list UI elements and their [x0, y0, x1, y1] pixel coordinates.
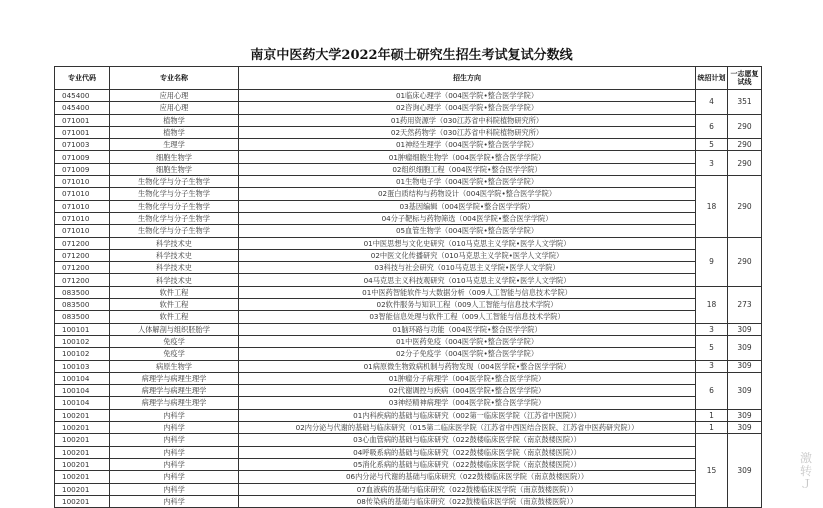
cell-major: 内科学: [110, 422, 239, 434]
cell-plan: 18: [696, 286, 728, 323]
score-table: [54, 66, 762, 508]
cell-code: 083500: [55, 286, 110, 298]
table-row: [55, 139, 762, 151]
cell-plan: 3: [696, 151, 728, 176]
cell-major: 内科学: [110, 434, 239, 446]
cell-direction: 01肿瘤分子病理学（004医学院•整合医学学院）: [239, 372, 696, 384]
cell-code: 071200: [55, 237, 110, 249]
cell-major: 人体解剖与组织胚胎学: [110, 323, 239, 335]
table-row: [55, 163, 762, 175]
table-row: [55, 409, 762, 421]
table-row: [55, 114, 762, 126]
cell-code: 071200: [55, 274, 110, 286]
table-row: [55, 237, 762, 249]
cell-major: 内科学: [110, 458, 239, 470]
cell-major: 病原生物学: [110, 360, 239, 372]
table-row: [55, 274, 762, 286]
cell-major: 免疫学: [110, 335, 239, 347]
cell-major: 应用心理: [110, 90, 239, 102]
table-row: [55, 385, 762, 397]
cell-plan: 1: [696, 409, 728, 421]
cell-code: 100201: [55, 422, 110, 434]
cell-direction: 01神经生理学（004医学院•整合医学学院）: [239, 139, 696, 151]
table-row: [55, 422, 762, 434]
header-score: 一志愿复试线: [728, 67, 762, 90]
cell-direction: 01病原微生物致病机制与药物发现（004医学院•整合医学学院）: [239, 360, 696, 372]
cell-code: 071009: [55, 163, 110, 175]
cell-score: 309: [728, 335, 762, 360]
cell-plan: 4: [696, 90, 728, 115]
cell-code: 100101: [55, 323, 110, 335]
cell-direction: 01中医药智能软件与大数据分析（009人工智能与信息技术学院）: [239, 286, 696, 298]
table-row: [55, 348, 762, 360]
cell-code: 083500: [55, 299, 110, 311]
cell-direction: 01中医药免疫（004医学院•整合医学学院）: [239, 335, 696, 347]
cell-plan: 9: [696, 237, 728, 286]
cell-direction: 05消化系病的基础与临床研究（022鼓楼临床医学院（南京鼓楼医院））: [239, 458, 696, 470]
cell-direction: 01肿瘤细胞生物学（004医学院•整合医学学院）: [239, 151, 696, 163]
cell-score: 309: [728, 409, 762, 421]
table-row: [55, 151, 762, 163]
cell-code: 100201: [55, 446, 110, 458]
table-row: [55, 471, 762, 483]
cell-major: 生物化学与分子生物学: [110, 176, 239, 188]
cell-score: 273: [728, 286, 762, 323]
cell-major: 生物化学与分子生物学: [110, 200, 239, 212]
watermark-line-2: 转Ｊ: [800, 464, 813, 492]
cell-code: 071010: [55, 225, 110, 237]
cell-direction: 03神经精神病理学（004医学院•整合医学学院）: [239, 397, 696, 409]
cell-direction: 06内分泌与代谢的基础与临床研究（022鼓楼临床医学院（南京鼓楼医院））: [239, 471, 696, 483]
cell-direction: 01生物电子学（004医学院•整合医学学院）: [239, 176, 696, 188]
cell-direction: 05血管生物学（004医学院•整合医学学院）: [239, 225, 696, 237]
cell-score: 309: [728, 372, 762, 409]
cell-direction: 01临床心理学（004医学院•整合医学学院）: [239, 90, 696, 102]
cell-code: 100104: [55, 397, 110, 409]
cell-code: 071001: [55, 114, 110, 126]
table-row: [55, 126, 762, 138]
cell-score: 290: [728, 114, 762, 139]
cell-direction: 02组织细胞工程（004医学院•整合医学学院）: [239, 163, 696, 175]
table-row: [55, 434, 762, 446]
cell-code: 100201: [55, 458, 110, 470]
table-row: [55, 323, 762, 335]
cell-code: 100201: [55, 483, 110, 495]
cell-code: 100103: [55, 360, 110, 372]
table-row: [55, 495, 762, 507]
cell-major: 病理学与病理生理学: [110, 372, 239, 384]
cell-major: 植物学: [110, 126, 239, 138]
table-row: [55, 225, 762, 237]
cell-direction: 08传染病的基础与临床研究（022鼓楼临床医学院（南京鼓楼医院））: [239, 495, 696, 507]
cell-major: 内科学: [110, 409, 239, 421]
cell-major: 科学技术史: [110, 237, 239, 249]
cell-code: 100102: [55, 335, 110, 347]
cell-plan: 1: [696, 422, 728, 434]
table-row: [55, 90, 762, 102]
cell-plan: 15: [696, 434, 728, 508]
cell-major: 科学技术史: [110, 274, 239, 286]
table-row: [55, 446, 762, 458]
table-row: [55, 299, 762, 311]
cell-major: 植物学: [110, 114, 239, 126]
cell-direction: 02咨询心理学（004医学院•整合医学学院）: [239, 102, 696, 114]
cell-direction: 04呼吸系病的基础与临床研究（022鼓楼临床医学院（南京鼓楼医院））: [239, 446, 696, 458]
cell-plan: 5: [696, 139, 728, 151]
cell-score: 290: [728, 139, 762, 151]
cell-direction: 03智能信息处理与软件工程（009人工智能与信息技术学院）: [239, 311, 696, 323]
cell-code: 071200: [55, 262, 110, 274]
table-row: [55, 102, 762, 114]
cell-direction: 02软件服务与知识工程（009人工智能与信息技术学院）: [239, 299, 696, 311]
header-code: 专业代码: [55, 67, 110, 90]
cell-direction: 02内分泌与代谢的基础与临床研究（015第二临床医学院（江苏省中西医结合医院、江苏省中医药研究院））: [239, 422, 696, 434]
cell-code: 045400: [55, 90, 110, 102]
cell-major: 细胞生物学: [110, 151, 239, 163]
watermark-line-1: 激: [800, 452, 813, 465]
cell-code: 083500: [55, 311, 110, 323]
cell-code: 071200: [55, 249, 110, 261]
table-row: [55, 249, 762, 261]
cell-major: 内科学: [110, 471, 239, 483]
cell-code: 071009: [55, 151, 110, 163]
cell-direction: 02蛋白质结构与药物设计（004医学院•整合医学学院）: [239, 188, 696, 200]
cell-direction: 02分子免疫学（004医学院•整合医学学院）: [239, 348, 696, 360]
cell-major: 生物化学与分子生物学: [110, 212, 239, 224]
cell-score: 290: [728, 176, 762, 237]
header-direction: 招生方向: [239, 67, 696, 90]
cell-code: 100201: [55, 409, 110, 421]
cell-score: 309: [728, 360, 762, 372]
cell-code: 071010: [55, 212, 110, 224]
cell-direction: 03科技与社会研究（010马克思主义学院•医学人文学院）: [239, 262, 696, 274]
table-row: [55, 335, 762, 347]
table-row: [55, 262, 762, 274]
table-row: [55, 212, 762, 224]
cell-major: 生物化学与分子生物学: [110, 188, 239, 200]
cell-direction: 02中医文化传播研究（010马克思主义学院•医学人文学院）: [239, 249, 696, 261]
table-row: [55, 458, 762, 470]
cell-major: 内科学: [110, 446, 239, 458]
watermark: [800, 452, 823, 492]
table-row: [55, 176, 762, 188]
cell-major: 细胞生物学: [110, 163, 239, 175]
cell-plan: 18: [696, 176, 728, 237]
table-row: [55, 188, 762, 200]
cell-code: 071010: [55, 188, 110, 200]
cell-code: 071010: [55, 176, 110, 188]
table-row: [55, 483, 762, 495]
table-body: [55, 90, 762, 508]
cell-major: 科学技术史: [110, 262, 239, 274]
cell-plan: 3: [696, 360, 728, 372]
cell-code: 071010: [55, 200, 110, 212]
cell-score: 309: [728, 422, 762, 434]
cell-direction: 01脑环路与功能（004医学院•整合医学学院）: [239, 323, 696, 335]
cell-code: 045400: [55, 102, 110, 114]
cell-direction: 01药用资源学（030江苏省中科院植物研究所）: [239, 114, 696, 126]
table-row: [55, 286, 762, 298]
table-header-row: [55, 67, 762, 90]
cell-major: 内科学: [110, 483, 239, 495]
cell-code: 100201: [55, 471, 110, 483]
table-row: [55, 311, 762, 323]
table-row: [55, 397, 762, 409]
cell-direction: 04分子靶标与药物筛选（004医学院•整合医学学院）: [239, 212, 696, 224]
cell-score: 351: [728, 90, 762, 115]
cell-plan: 3: [696, 323, 728, 335]
cell-direction: 02代谢调控与疾病（004医学院•整合医学学院）: [239, 385, 696, 397]
cell-direction: 03基因编辑（004医学院•整合医学学院）: [239, 200, 696, 212]
cell-major: 生理学: [110, 139, 239, 151]
cell-direction: 04马克思主义科技观研究（010马克思主义学院•医学人文学院）: [239, 274, 696, 286]
cell-major: 病理学与病理生理学: [110, 397, 239, 409]
cell-major: 生物化学与分子生物学: [110, 225, 239, 237]
cell-major: 科学技术史: [110, 249, 239, 261]
cell-code: 100201: [55, 495, 110, 507]
cell-direction: 01内科疾病的基础与临床研究（002第一临床医学院（江苏省中医院））: [239, 409, 696, 421]
cell-major: 内科学: [110, 495, 239, 507]
header-major: 专业名称: [110, 67, 239, 90]
cell-score: 309: [728, 434, 762, 508]
cell-major: 应用心理: [110, 102, 239, 114]
cell-major: 软件工程: [110, 311, 239, 323]
cell-code: 100201: [55, 434, 110, 446]
cell-score: 309: [728, 323, 762, 335]
cell-plan: 6: [696, 372, 728, 409]
table-row: [55, 360, 762, 372]
cell-major: 病理学与病理生理学: [110, 385, 239, 397]
header-plan: 统招计划: [696, 67, 728, 90]
cell-score: 290: [728, 237, 762, 286]
cell-code: 100102: [55, 348, 110, 360]
cell-major: 软件工程: [110, 299, 239, 311]
table-row: [55, 200, 762, 212]
page-title: 南京中医药大学2022年硕士研究生招生考试复试分数线: [250, 48, 573, 63]
cell-plan: 5: [696, 335, 728, 360]
cell-direction: 02天然药物学（030江苏省中科院植物研究所）: [239, 126, 696, 138]
cell-direction: 01中医思想与文化史研究（010马克思主义学院•医学人文学院）: [239, 237, 696, 249]
cell-direction: 07血液病的基础与临床研究（022鼓楼临床医学院（南京鼓楼医院））: [239, 483, 696, 495]
table-row: [55, 372, 762, 384]
cell-code: 071001: [55, 126, 110, 138]
cell-plan: 6: [696, 114, 728, 139]
cell-direction: 03心血管病的基础与临床研究（022鼓楼临床医学院（南京鼓楼医院））: [239, 434, 696, 446]
cell-code: 100104: [55, 385, 110, 397]
cell-code: 071003: [55, 139, 110, 151]
cell-major: 软件工程: [110, 286, 239, 298]
cell-score: 290: [728, 151, 762, 176]
cell-code: 100104: [55, 372, 110, 384]
cell-major: 免疫学: [110, 348, 239, 360]
